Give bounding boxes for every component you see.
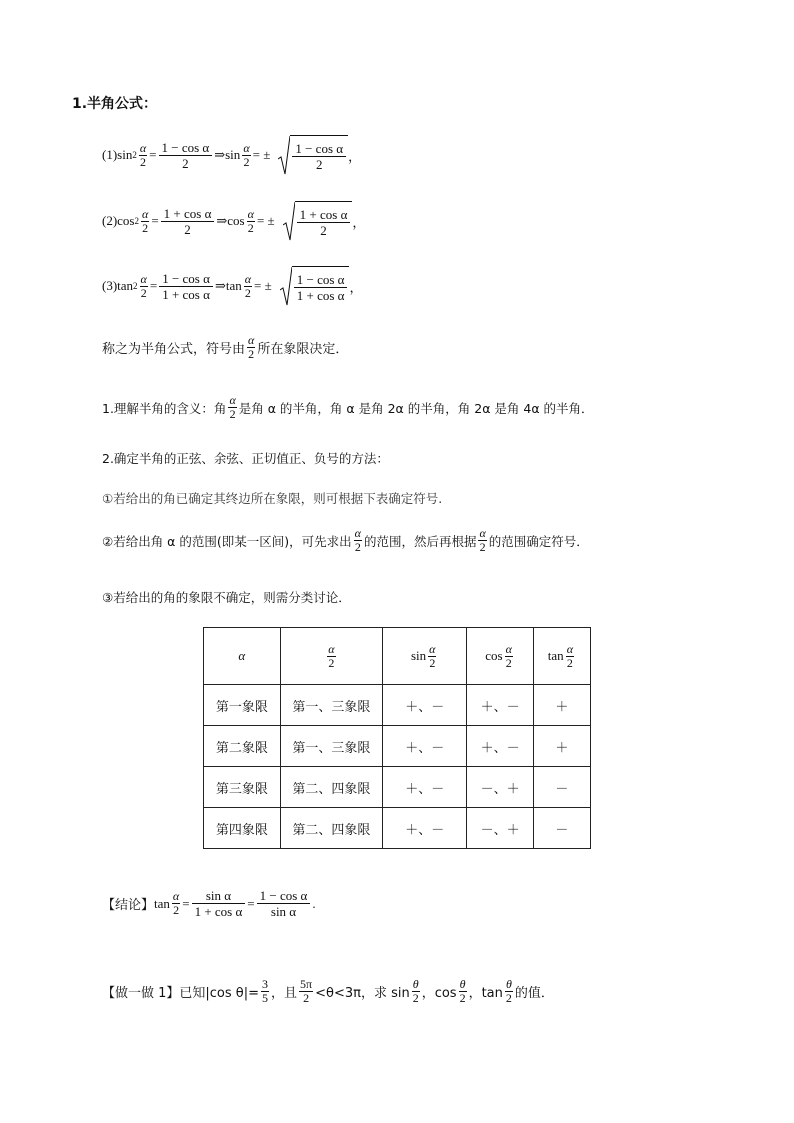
sign-table (203, 627, 591, 849)
table-row: 第一象限 第一、三象限 ＋、－ ＋、－ ＋ (204, 685, 591, 726)
formula-cos: (2)cos 2 $\frac{\alpha}{2}$ = $\frac{\text{1 + cos α}}{2}$ ⇒cos $\frac{\alpha}{2}$ = ± $\frac{\text{1 + cos α}}{2}$ ， (102, 201, 365, 241)
header-sin: sin $\frac{\alpha}{2}$ (383, 628, 467, 685)
header-alpha: α (204, 628, 281, 685)
table-row: 第二象限 第一、三象限 ＋、－ ＋、－ ＋ (204, 726, 591, 767)
table-header-row (204, 628, 591, 685)
header-cos: cos $\frac{\alpha}{2}$ (467, 628, 533, 685)
item-2: ②若给出角 α 的范围(即某一区间)，可先求出 $\frac{\alpha}{2}$ 的范围，然后再根据 $\frac{\alpha}{2}$ 的范围确定符号． (102, 526, 589, 554)
sqrt-sign: $\frac{\text{1 + cos α}}{2}$ (283, 201, 353, 241)
sqrt-sign: $\frac{\text{1 − cos α}}{2}$ (278, 135, 348, 175)
exercise: 【做一做 1】已知|cos θ|= $\frac{3}{5}$ ，且 $\frac{5\pi}{2}$ <θ<3π，求 sin $\frac{\theta}{2}$ ，cos $\frac{\theta}{2}$ ，tan $\frac{\theta}{2}$ 的值． (102, 977, 554, 1005)
point-2: 2.确定半角的正弦、余弦、正切值正、负号的方法： (102, 451, 389, 466)
item-1: ①若给出的角已确定其终边所在象限，则可根据下表确定符号. (102, 491, 443, 506)
sqrt-sign: $\frac{\text{1 − cos α}}{\text{1 + cos α}}$ (280, 266, 350, 306)
point-1: 1.理解半角的含义：角 $\frac{\alpha}{2}$ 是角 α 的半角，角 α 是角 2α 的半角，角 2α 是角 4α 的半角． (102, 393, 594, 421)
formula-tan: (3)tan 2 $\frac{\alpha}{2}$ = $\frac{\text{1 − cos α}}{\text{1 + cos α}}$ ⇒tan $\frac{\alpha}{2}$ = ± $\frac{\text{1 − cos α}}{\text{1 + cos α}}$ ， (102, 266, 363, 306)
table-row: 第三象限 第二、四象限 ＋、－ －、＋ － (204, 767, 591, 808)
section-title: 1.半角公式： (72, 96, 158, 112)
formula-sin: (1)sin 2 $\frac{\alpha}{2}$ = $\frac{\text{1 − cos α}}{2}$ ⇒sin $\frac{\alpha}{2}$ = ± $\frac{\text{1 − cos α}}{2}$ ， (102, 135, 361, 175)
header-half-alpha: $\frac{\alpha}{2}$ (280, 628, 382, 685)
header-tan: tan $\frac{\alpha}{2}$ (533, 628, 590, 685)
called-text: 称之为半角公式，符号由 $\frac{\alpha}{2}$ 所在象限决定． (102, 333, 349, 361)
item-3: ③若给出的角的象限不确定，则需分类讨论． (102, 590, 351, 605)
conclusion: 【结论】 tan $\frac{\alpha}{2}$ = $\frac{\text{sin α}}{\text{1 + cos α}}$ = $\frac{\text{1 − cos α}}{\text{sin α}}$ . (102, 888, 316, 919)
table-row: 第四象限 第二、四象限 ＋、－ －、＋ － (204, 808, 591, 849)
